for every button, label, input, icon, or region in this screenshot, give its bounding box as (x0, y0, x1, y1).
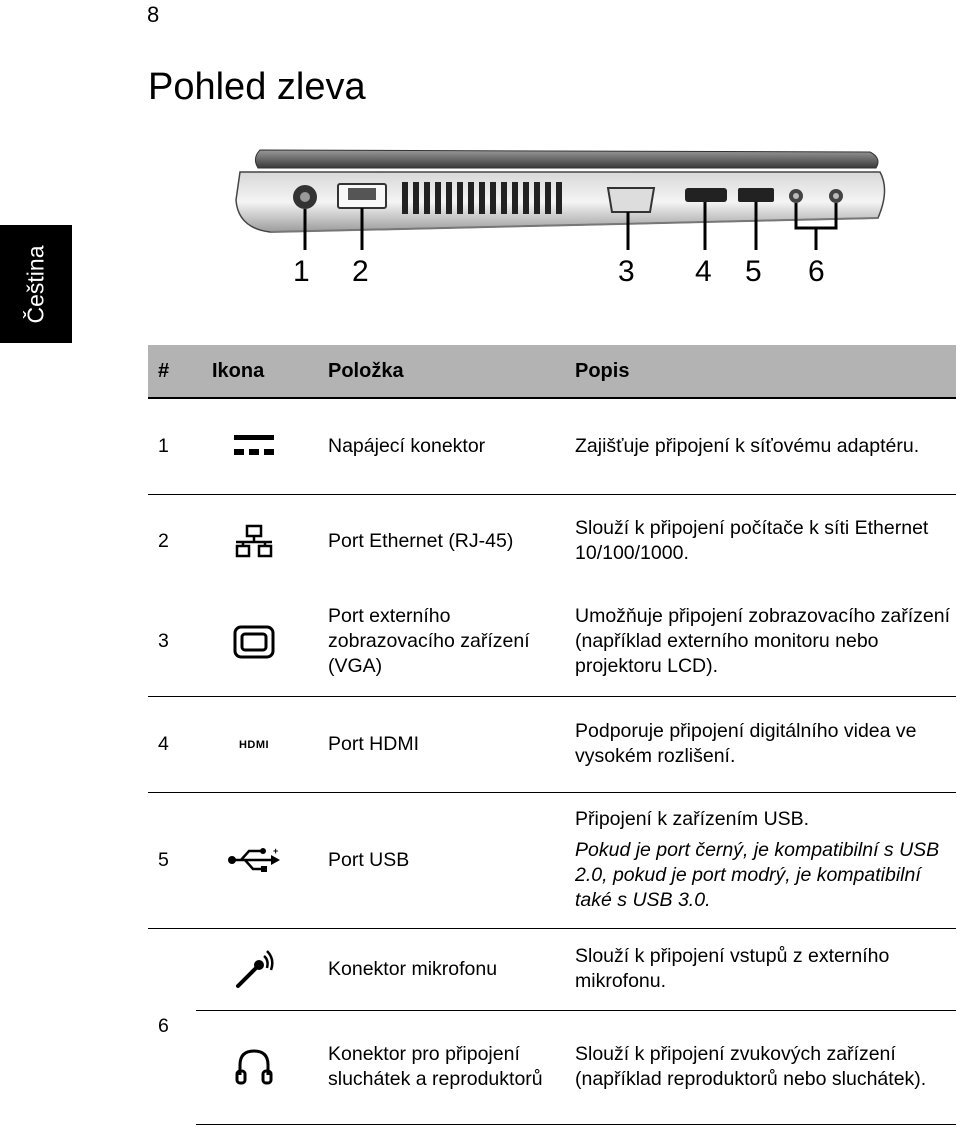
callout-6: 6 (808, 255, 825, 288)
laptop-left-side-illustration (230, 140, 890, 250)
hdmi-icon (231, 738, 277, 750)
row-num: 3 (148, 588, 196, 696)
row-num: 5 (148, 792, 196, 928)
table-row (148, 792, 956, 928)
row-desc: Podporuje připojení digitálního videa ve vysokém rozlišení. (560, 696, 956, 792)
row-desc: Zajišťuje připojení k síťovému adaptéru. (560, 398, 956, 494)
header-icon: Ikona (196, 345, 312, 398)
page-number: 8 (147, 2, 160, 27)
row-num: 6 (158, 1014, 169, 1037)
microphone-icon (234, 948, 274, 990)
row-icon-cell (196, 696, 312, 792)
table-row (148, 398, 956, 494)
table-row (148, 588, 956, 696)
ports-table (148, 345, 956, 1125)
row-desc-text: Připojení k zařízením USB. (575, 808, 810, 830)
header-item: Položka (312, 345, 560, 398)
row-desc-note: Pokud je port černý, je kompatibilní s USB 2.0, pokud je port modrý, je kompatibilní také s USB 3.0. (575, 839, 940, 911)
table-row (148, 928, 956, 1010)
row-item: Port HDMI (312, 696, 560, 792)
row-icon-cell (196, 792, 312, 928)
row-num: 2 (158, 529, 169, 552)
row-item: Konektor pro připojení sluchátek a reproduktorů (312, 1010, 560, 1124)
row-icon-cell (196, 588, 312, 696)
row-icon-cell (196, 494, 312, 588)
page-title: Pohled zleva (148, 66, 366, 108)
table-header (148, 345, 956, 398)
language-tab (0, 225, 72, 343)
row-desc: Slouží k připojení počítače k síti Ethernet 10/100/1000. (575, 517, 929, 565)
vga-icon (233, 625, 275, 659)
header-desc: Popis (560, 345, 956, 398)
callout-1: 1 (293, 255, 310, 288)
row-desc: Umožňuje připojení zobrazovacího zařízení (například externího monitoru nebo projektoru LCD). (560, 588, 956, 696)
svg-text:HDMI: HDMI (238, 739, 270, 750)
callout-2: 2 (352, 255, 369, 288)
row-item: Port externího zobrazovacího zařízení (VGA) (312, 588, 560, 696)
row-desc: Slouží k připojení zvukových zařízení (například reproduktorů nebo sluchátek). (560, 1010, 956, 1124)
callout-4: 4 (695, 255, 712, 288)
row-icon-cell (196, 928, 312, 1010)
row-desc: Slouží k připojení vstupů z externího mikrofonu. (560, 928, 956, 1010)
row-item: Port Ethernet (RJ-45) (328, 529, 514, 552)
header-num: # (148, 345, 196, 398)
row-item: Port USB (312, 792, 560, 928)
headphones-icon (234, 1047, 274, 1087)
usb-icon (227, 846, 281, 874)
callout-5: 5 (745, 255, 762, 288)
row-item: Napájecí konektor (312, 398, 560, 494)
row-num: 4 (148, 696, 196, 792)
svg-text:+: + (273, 846, 279, 856)
row-icon-cell (196, 398, 312, 494)
table-row (148, 494, 956, 588)
row-item: Konektor mikrofonu (312, 928, 560, 1010)
language-tab-label: Čeština (22, 245, 49, 323)
row-num: 1 (148, 398, 196, 494)
row-icon-cell (196, 1010, 312, 1124)
callout-3: 3 (618, 255, 635, 288)
power-connector-icon (232, 433, 276, 459)
table-row (148, 696, 956, 792)
ethernet-icon (234, 524, 274, 558)
row-desc (560, 792, 956, 928)
table-row (148, 1010, 956, 1124)
